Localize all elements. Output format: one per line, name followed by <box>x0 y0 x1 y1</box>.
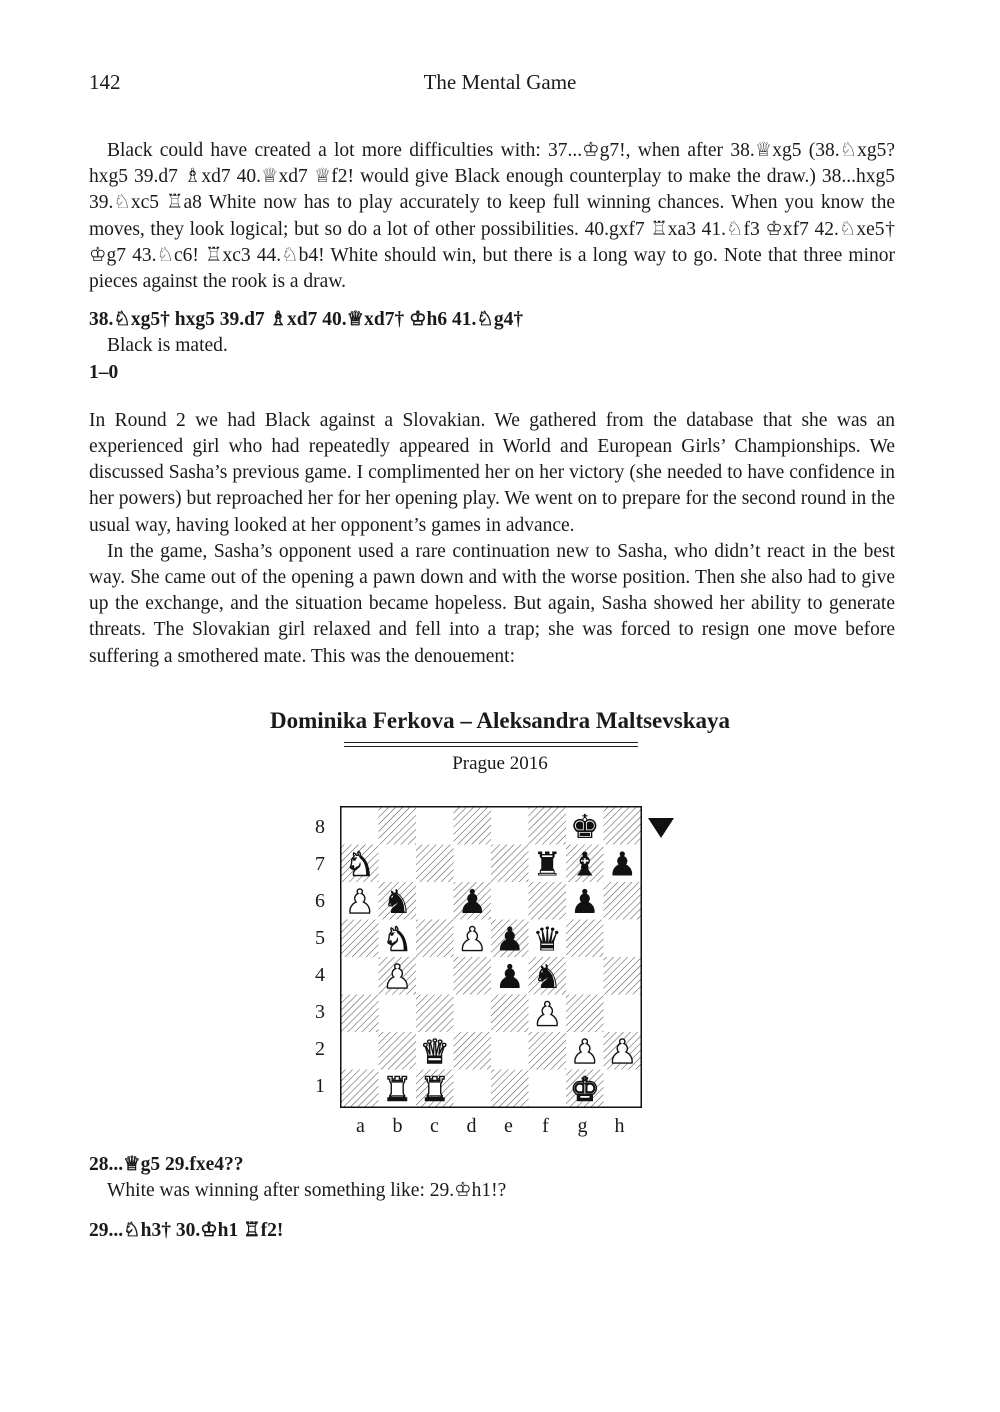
dark-square <box>416 845 454 883</box>
dark-square <box>529 807 567 845</box>
rank-label: 2 <box>315 1038 325 1060</box>
dark-square <box>529 882 567 920</box>
file-label: c <box>430 1115 439 1137</box>
event-label: Prague 2016 <box>452 753 548 774</box>
white-pawn-a6: ♟ <box>344 881 375 921</box>
move-line-3: 29...♘h3† 30.♔h1 ♖f2! <box>89 1220 284 1242</box>
dark-square <box>529 1032 567 1070</box>
rank-label: 4 <box>315 964 325 986</box>
rank-label: 8 <box>315 816 325 838</box>
white-pawn-b4: ♟ <box>382 956 413 996</box>
file-label: e <box>504 1115 513 1137</box>
white-knight-a7: ♞ <box>344 844 375 884</box>
body-text-bottom <box>89 1152 895 1245</box>
black-bishop-g7: ♝ <box>569 844 600 884</box>
rank-label: 7 <box>315 853 325 875</box>
file-label: d <box>466 1115 477 1137</box>
dark-square <box>416 920 454 958</box>
light-square <box>604 995 642 1033</box>
black-rook-f7: ♜ <box>532 844 563 884</box>
rank-label: 5 <box>315 927 325 949</box>
running-title: The Mental Game <box>423 70 577 94</box>
dark-square <box>341 920 379 958</box>
light-square <box>341 807 379 845</box>
black-pawn-g6: ♟ <box>569 881 600 921</box>
paragraph-round2: In Round 2 we had Black against a Slovakian. We gathered from the database that she was an experienced girl who had repeatedly appeared in World and European Girls’ Championships. We discussed Sasha’s previous game. I complimented her on her victory (she needed to have confidence in her powers) but reproached her for her opening play. We went on to prepare for the second round in the usual way, having looked at her opponent’s games in advance. <box>89 409 895 536</box>
black-pawn-e5: ♟ <box>494 919 525 959</box>
game-title: Dominika Ferkova – Aleksandra Maltsevskaya <box>269 708 731 733</box>
game-result: 1–0 <box>89 361 119 383</box>
dark-square <box>379 1032 417 1070</box>
paragraph-game: In the game, Sasha’s opponent used a rare continuation new to Sasha, who didn’t react in the best way. She came out of the opening a pawn down and with the worse position. Then she also had to give up the exchange, and the situation became hopeless. But again, Sasha showed her ability to generate threats. The Slovakian girl relaxed and fell into a trap; she was forced to resign one move before suffering a smothered mate. This was the denouement: <box>89 540 895 667</box>
comment-1: Black is mated. <box>107 335 228 357</box>
light-square <box>379 995 417 1033</box>
light-square <box>566 957 604 995</box>
file-label: h <box>614 1115 625 1137</box>
white-king-g1: ♚ <box>569 1069 600 1108</box>
dark-square <box>454 807 492 845</box>
white-pawn-g2: ♟ <box>569 1031 600 1071</box>
dark-square <box>491 1070 529 1108</box>
black-knight-b6: ♞ <box>382 881 413 921</box>
white-knight-b5: ♞ <box>382 919 413 959</box>
dark-square <box>454 957 492 995</box>
light-square <box>529 1070 567 1108</box>
black-queen-f5: ♛ <box>532 919 563 959</box>
black-pawn-d6: ♟ <box>457 881 488 921</box>
white-queen-c2: ♛ <box>419 1031 450 1071</box>
black-to-move-marker <box>648 818 674 838</box>
light-square <box>341 1032 379 1070</box>
light-square <box>379 845 417 883</box>
light-square <box>416 882 454 920</box>
light-square <box>416 807 454 845</box>
black-pawn-h7: ♟ <box>607 844 638 884</box>
move-line-2: 28...♕g5 29.fxe4?? <box>89 1154 244 1175</box>
light-square <box>454 995 492 1033</box>
white-rook-b1: ♜ <box>382 1069 413 1108</box>
white-pawn-d5: ♟ <box>457 919 488 959</box>
dark-square <box>416 995 454 1033</box>
paragraph-analysis: Black could have created a lot more difficulties with: 37...♔g7!, when after 38.♕xg5 (38.♘xg5? hxg5 39.d7 ♗xd7 40.♕xd7 ♕f2! would give Black enough counterplay to make the draw.) 38...hxg5 39.♘xc5 ♖a8 White now has to play accurately to keep full winning chances. When you know the moves, they look logical; but so do a lot of other possibilities. 40.gxf7 ♖xa3 41.♘f3 ♔xf7 42.♘xe5† ♔g7 43.♘c6! ♖xc3 44.♘b4! White should win, but there is a long way to go. Note that three minor pieces against the rook is a draw. <box>89 140 895 293</box>
black-pawn-e4: ♟ <box>494 956 525 996</box>
dark-square <box>604 882 642 920</box>
dark-square <box>491 995 529 1033</box>
title-rule-top <box>344 742 638 743</box>
dark-square <box>341 995 379 1033</box>
dark-square <box>566 995 604 1033</box>
rank-label: 3 <box>315 1001 325 1023</box>
dark-square <box>604 957 642 995</box>
file-label: b <box>392 1115 403 1137</box>
file-label: f <box>542 1115 549 1137</box>
chess-board <box>340 806 642 1108</box>
page-number: 142 <box>89 70 121 94</box>
black-king-g8: ♚ <box>569 806 600 846</box>
light-square <box>341 957 379 995</box>
light-square <box>416 957 454 995</box>
light-square <box>454 1070 492 1108</box>
white-pawn-f3: ♟ <box>532 994 563 1034</box>
file-label: a <box>356 1115 365 1137</box>
light-square <box>491 882 529 920</box>
dark-square <box>454 1032 492 1070</box>
dark-square <box>341 1070 379 1108</box>
white-pawn-h2: ♟ <box>607 1031 638 1071</box>
title-rule-bottom <box>344 746 638 747</box>
light-square <box>604 1070 642 1108</box>
dark-square <box>566 920 604 958</box>
light-square <box>491 807 529 845</box>
black-knight-f4: ♞ <box>532 956 563 996</box>
move-line-1: 38.♘xg5† hxg5 39.d7 ♗xd7 40.♕xd7† ♔h6 41.♘g4† <box>89 309 524 331</box>
file-label: g <box>577 1115 588 1137</box>
light-square <box>604 920 642 958</box>
dark-square <box>379 807 417 845</box>
rank-label: 1 <box>315 1075 325 1097</box>
dark-square <box>491 845 529 883</box>
light-square <box>491 1032 529 1070</box>
comment-2: White was winning after something like: 29.♔h1!? <box>107 1180 507 1202</box>
white-rook-c1: ♜ <box>419 1069 450 1108</box>
body-text-top <box>89 138 895 670</box>
light-square <box>454 845 492 883</box>
rank-label: 6 <box>315 890 325 912</box>
dark-square <box>604 807 642 845</box>
